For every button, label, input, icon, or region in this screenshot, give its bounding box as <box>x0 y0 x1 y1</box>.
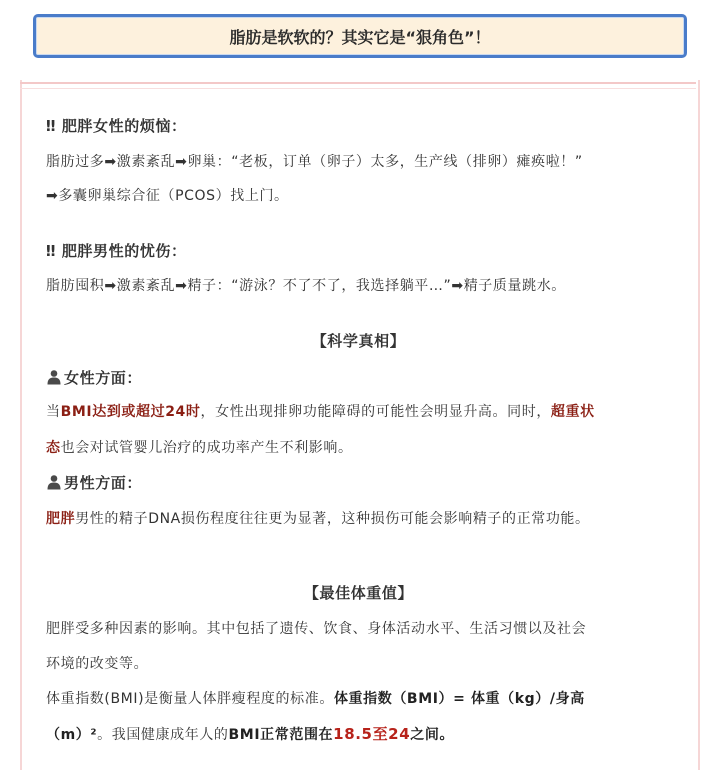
bmi-range-text: （m）²。我国健康成年人的BMI正常范围在18.5至24之间。 <box>46 725 455 743</box>
female-aspect-text: 态也会对试管婴儿治疗的成功率产生不利影响。 <box>46 440 353 456</box>
divider-line <box>20 82 696 84</box>
person-icon <box>46 474 62 490</box>
page-title: 脂肪是软软的？其实它是“狠角色”！ <box>229 27 491 47</box>
male-aspect-heading: 男性方面： <box>46 472 142 493</box>
female-aspect-text: 当BMI达到或超过24时，女性出现排卵功能障碍的可能性会明显升高。同时，超重状 <box>46 404 595 420</box>
title-banner <box>33 14 687 58</box>
divider-line <box>20 88 696 89</box>
person-icon <box>46 369 62 385</box>
female-worry-text: ➡多囊卵巢综合征（PCOS）找上门。 <box>46 188 289 204</box>
male-worry-text: 脂肪囤积➡激素紊乱➡精子：“游泳？不了不了，我选择躺平…”➡精子质量跳水。 <box>46 278 566 294</box>
female-aspect-heading: 女性方面： <box>46 367 142 388</box>
best-weight-heading: 【最佳体重值】 <box>303 584 414 602</box>
female-worry-text: 脂肪过多➡激素紊乱➡卵巢：“老板，订单（卵子）太多，生产线（排卵）瘫痪啦！” <box>46 154 583 170</box>
female-worry-heading: ‼ 肥胖女性的烦恼： <box>46 117 187 135</box>
science-heading: 【科学真相】 <box>311 332 406 350</box>
best-weight-text: 环境的改变等。 <box>46 656 149 672</box>
best-weight-text: 肥胖受多种因素的影响。其中包括了遗传、饮食、身体活动水平、生活习惯以及社会 <box>46 621 587 637</box>
male-worry-heading: ‼ 肥胖男性的忧伤： <box>46 242 187 260</box>
bmi-definition-text: 体重指数(BMI)是衡量人体胖瘦程度的标准。体重指数（BMI）= 体重（kg）/身高 <box>46 691 585 707</box>
male-aspect-text: 肥胖男性的精子DNA损伤程度往往更为显著，这种损伤可能会影响精子的正常功能。 <box>46 511 590 527</box>
